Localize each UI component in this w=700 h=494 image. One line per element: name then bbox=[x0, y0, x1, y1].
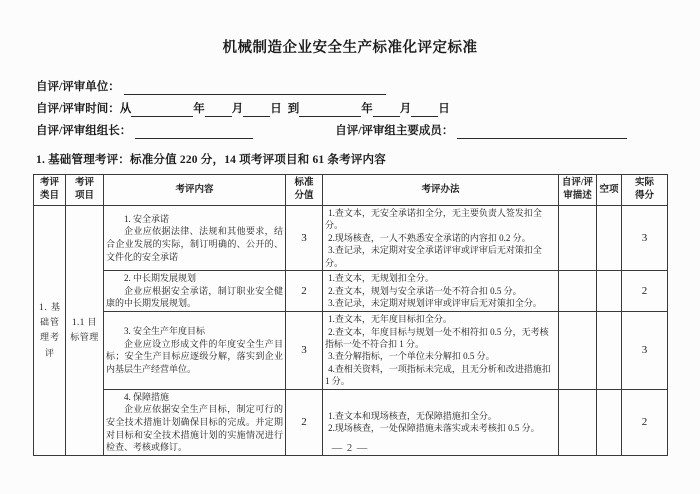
content-body: 企业应设立形成文件的年度安全生产目标；安全生产目标应逐级分解，落实到企业内基层生产经营单位。 bbox=[106, 338, 283, 374]
method-item: 3.查记录，未定期对规划评审或评审后无对策扣全分。 bbox=[328, 298, 542, 309]
month-char-2: 月 bbox=[399, 103, 412, 116]
table-header-row bbox=[34, 175, 668, 206]
from-day-blank bbox=[243, 103, 270, 117]
method-cell bbox=[323, 311, 559, 389]
method-item: 2.查文本，年度目标与规划一处不相符扣 0.5 分，无考核指标一处不符合扣 1 分。 bbox=[325, 326, 549, 349]
actual-score-cell: 3 bbox=[622, 206, 668, 271]
actual-score-cell: 2 bbox=[622, 389, 668, 455]
content-title: 2. 中长期发展规划 bbox=[124, 273, 197, 284]
method-item: 2.查文本，规划与安全承诺一处不符合扣 0.5 分。 bbox=[328, 285, 522, 296]
table-row bbox=[34, 271, 668, 312]
from-month-blank bbox=[205, 103, 232, 117]
col-header-content: 考评内容 bbox=[104, 175, 286, 206]
method-cell bbox=[323, 206, 559, 271]
project-cell: 1.1 目标管理 bbox=[66, 206, 104, 456]
to-day-blank bbox=[411, 103, 438, 117]
from-year-blank bbox=[131, 103, 193, 117]
standard-score-cell: 2 bbox=[286, 271, 323, 312]
content-title: 1. 安全承诺 bbox=[124, 213, 170, 224]
col-header-project: 考评项目 bbox=[66, 175, 104, 206]
col-header-standard-score: 标准分值 bbox=[286, 175, 323, 206]
content-cell bbox=[104, 206, 286, 271]
method-item: 2.现场核查，一人不熟悉安全承诺的内容扣 0.2 分。 bbox=[328, 232, 531, 243]
actual-score-cell: 3 bbox=[622, 311, 668, 389]
method-item: 1.查文本，无安全承诺扣全分，无主要负责人签发扣全分。 bbox=[325, 208, 542, 231]
header-form bbox=[36, 81, 666, 139]
standard-score-cell: 3 bbox=[286, 311, 323, 389]
time-label: 自评/评审时间： bbox=[36, 103, 120, 116]
blank-item-cell bbox=[597, 311, 622, 389]
to-month-blank bbox=[373, 103, 400, 117]
col-header-self-review: 自评/评审描述 bbox=[559, 175, 597, 206]
from-char: 从 bbox=[119, 103, 132, 116]
col-header-method: 考评办法 bbox=[323, 175, 559, 206]
blank-item-cell bbox=[597, 271, 622, 312]
evaluation-table bbox=[33, 174, 668, 456]
unit-label: 自评/评审单位： bbox=[36, 81, 120, 94]
actual-score-cell: 2 bbox=[622, 271, 668, 312]
content-body: 企业应依据法律、法规和其他要求，结合企业发展的实际，制订明确的、公开的、文件化的安全承诺 bbox=[106, 226, 283, 262]
to-year-blank bbox=[299, 103, 361, 117]
self-review-cell bbox=[559, 271, 597, 312]
standard-score-cell: 2 bbox=[286, 389, 323, 455]
unit-blank-field bbox=[124, 81, 386, 95]
content-title: 4. 保障措施 bbox=[124, 391, 170, 402]
self-review-cell bbox=[559, 206, 597, 271]
blank-item-cell bbox=[597, 206, 622, 271]
year-char: 年 bbox=[193, 103, 205, 116]
content-title: 3. 安全生产年度目标 bbox=[124, 326, 206, 337]
form-line-leaders bbox=[36, 125, 666, 139]
method-cell bbox=[323, 271, 559, 312]
year-char-2: 年 bbox=[361, 103, 373, 116]
day-char: 日 bbox=[270, 103, 282, 116]
content-cell bbox=[104, 271, 286, 312]
members-label: 自评/评审组主要成员： bbox=[335, 125, 454, 138]
page-number: — 2 — bbox=[331, 443, 369, 454]
table-row bbox=[34, 311, 668, 389]
month-char: 月 bbox=[231, 103, 244, 116]
leader-blank-field bbox=[135, 125, 253, 139]
method-item: 3.查记录，未定期对安全承诺评审或评审后无对策扣全分。 bbox=[325, 245, 542, 268]
content-body: 企业应根据安全承诺，制订职业安全健康的中长期发展规划。 bbox=[106, 285, 283, 309]
method-item: 1.查文本，无年度目标扣全分。 bbox=[328, 314, 452, 325]
category-cell: 1. 基础管理考评 bbox=[34, 206, 66, 456]
members-blank-field bbox=[457, 125, 627, 139]
day-char-2: 日 bbox=[438, 103, 450, 116]
method-item: 3.查分解指标，一个单位未分解扣 0.5 分。 bbox=[328, 351, 495, 362]
section-heading: 1. 基础管理考评：标准分值 220 分，14 项考评项目和 61 条考评内容 bbox=[36, 154, 386, 166]
col-header-actual-score: 实际得分 bbox=[622, 175, 668, 206]
form-line-unit bbox=[36, 81, 666, 95]
self-review-cell bbox=[559, 311, 597, 389]
page-title: 机械制造企业安全生产标准化评定标准 bbox=[222, 40, 478, 56]
leader-label: 自评/评审组组长： bbox=[36, 125, 132, 138]
content-body: 企业应依据安全生产目标，制定可行的安全技术措施计划确保目标的完成。并定期对目标和安全技术措施计划的实施情况进行检查、考核或修订。 bbox=[106, 404, 283, 453]
form-line-time bbox=[36, 103, 666, 117]
col-header-blank-item: 空项 bbox=[597, 175, 622, 206]
method-item: 1.查文本和现场核查，无保障措施扣全分。 bbox=[328, 410, 497, 421]
method-item: 2.现场核查，一处保障措施未落实或未考核扣 0.5 分。 bbox=[328, 423, 540, 434]
to-char: 到 bbox=[287, 103, 300, 116]
content-cell bbox=[104, 311, 286, 389]
method-item: 4.查相关资料，一项指标未完成，且无分析和改进措施扣 1 分。 bbox=[325, 363, 551, 387]
method-item: 1.查文本，无规划扣全分。 bbox=[328, 273, 434, 284]
col-header-category: 考评类目 bbox=[34, 175, 66, 206]
standard-score-cell: 3 bbox=[286, 206, 323, 271]
table-row bbox=[34, 206, 668, 271]
